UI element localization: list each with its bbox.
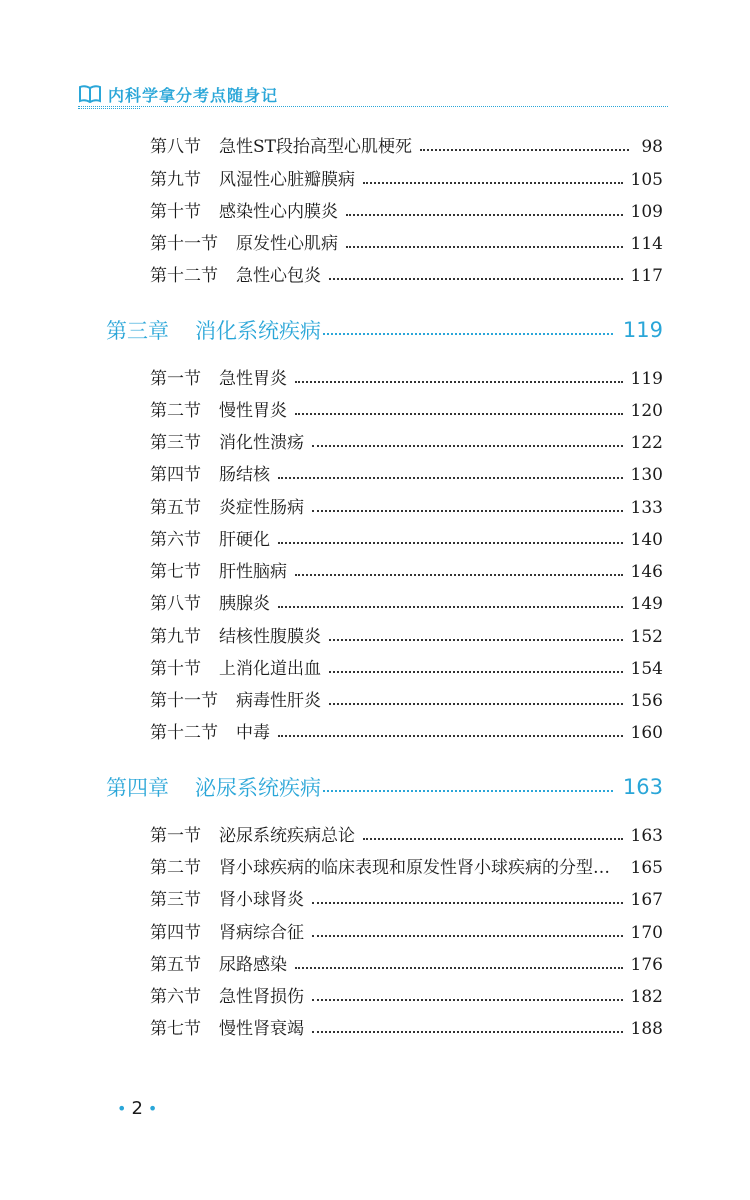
toc-entry[interactable] [150,624,663,650]
page-number: 167 [630,890,663,910]
page-number: 109 [630,202,663,222]
section-number: 第七节 [150,1019,201,1039]
toc-entry[interactable] [150,231,663,257]
bullet-dot-icon: • [117,1099,127,1118]
page-number: 154 [630,659,663,679]
section-number: 第六节 [150,987,201,1007]
dot-leader [323,333,613,335]
toc-entry[interactable] [150,855,663,881]
toc-entry[interactable] [150,1016,663,1042]
dot-leader [312,999,623,1001]
section-number: 第八节 [150,594,201,614]
section-title: 炎症性肠病 [219,498,304,518]
dot-leader [346,246,623,248]
dot-leader [278,735,623,737]
dot-leader [420,149,629,151]
toc-entry[interactable] [150,720,663,746]
header-divider-accent [78,108,140,109]
dot-leader [312,510,623,512]
section-title: 肾小球肾炎 [219,890,304,910]
page-number: 146 [630,562,663,582]
dot-leader [278,542,623,544]
toc-entry[interactable] [150,823,663,849]
toc-entry[interactable] [150,134,663,160]
dot-leader [329,671,623,673]
page-number: 140 [630,530,663,550]
section-title: 风湿性心脏瓣膜病 [219,170,355,190]
page-number: 117 [630,266,663,286]
dot-leader [312,935,623,937]
dot-leader [323,790,613,792]
dot-leader [295,574,623,576]
toc-entry[interactable] [150,430,663,456]
section-title: 慢性肾衰竭 [219,1019,304,1039]
toc-entry[interactable] [150,199,663,225]
page-number: 188 [630,1019,663,1039]
section-number: 第四节 [150,923,201,943]
section-title: 急性心包炎 [236,266,321,286]
section-title: 肾病综合征 [219,923,304,943]
section-number: 第十节 [150,202,201,222]
section-title: 肠结核 [219,465,270,485]
page-number: 176 [630,955,663,975]
dot-leader [312,445,623,447]
section-title: 肝硬化 [219,530,270,550]
section-title: 急性肾损伤 [219,987,304,1007]
toc-entry[interactable] [150,656,663,682]
section-number: 第五节 [150,955,201,975]
toc-entry[interactable] [150,398,663,424]
section-title: 肾小球疾病的临床表现和原发性肾小球疾病的分型… [219,858,610,878]
section-number: 第四节 [150,465,201,485]
section-number: 第一节 [150,369,201,389]
section-number: 第三节 [150,433,201,453]
section-number: 第十一节 [150,234,218,254]
section-title: 尿路感染 [219,955,287,975]
section-title: 原发性心肌病 [236,234,338,254]
book-title: 内科学拿分考点随身记 [108,85,279,105]
toc-entry[interactable] [150,495,663,521]
section-title: 中毒 [236,723,270,743]
page-number: 156 [630,691,663,711]
page-folio [112,1098,162,1119]
section-title: 病毒性肝炎 [236,691,321,711]
dot-leader [329,278,623,280]
section-number: 第十二节 [150,266,218,286]
page-number: 163 [630,826,663,846]
page-number: 165 [630,858,663,878]
section-number: 第七节 [150,562,201,582]
dot-leader [278,606,623,608]
section-number: 第九节 [150,170,201,190]
page-number: 152 [630,627,663,647]
page-number: 114 [630,234,663,254]
chapter-page-number: 163 [622,775,663,799]
dot-leader [278,477,623,479]
section-title: 急性胃炎 [219,369,287,389]
section-title: 感染性心内膜炎 [219,202,338,222]
open-book-icon [78,83,102,105]
toc-entry[interactable] [150,920,663,946]
chapter-heading[interactable] [106,313,663,347]
page-number: 122 [630,433,663,453]
toc-entry[interactable] [150,952,663,978]
section-number: 第八节 [150,137,201,157]
section-number: 第十节 [150,659,201,679]
section-title: 上消化道出血 [219,659,321,679]
page-number: 182 [630,987,663,1007]
chapter-number: 第三章 [106,319,169,343]
toc-entry[interactable] [150,984,663,1010]
dot-leader [329,639,623,641]
section-number: 第十二节 [150,723,218,743]
chapter-title: 消化系统疾病 [195,319,321,343]
folio-number: 2 [131,1098,143,1119]
dot-leader [295,967,623,969]
chapter-page-number: 119 [622,318,663,342]
section-number: 第五节 [150,498,201,518]
section-number: 第二节 [150,858,201,878]
toc-entry[interactable] [150,167,663,193]
dot-leader [363,838,623,840]
section-title: 泌尿系统疾病总论 [219,826,355,846]
page-number: 130 [630,465,663,485]
page-number: 98 [641,137,663,157]
page-number: 105 [630,170,663,190]
dot-leader [295,381,623,383]
page-number: 119 [630,369,663,389]
page-number: 120 [630,401,663,421]
dot-leader [312,1031,623,1033]
dot-leader [329,703,623,705]
dot-leader [312,902,623,904]
page-number: 170 [630,923,663,943]
section-number: 第九节 [150,627,201,647]
page-number: 160 [630,723,663,743]
running-header [78,80,668,108]
section-title: 肝性脑病 [219,562,287,582]
section-number: 第六节 [150,530,201,550]
chapter-number: 第四章 [106,776,169,800]
toc-entry[interactable] [150,591,663,617]
header-divider [78,106,668,107]
toc-entry[interactable] [150,527,663,553]
section-number: 第一节 [150,826,201,846]
page-number: 149 [630,594,663,614]
page-number: 133 [630,498,663,518]
section-number: 第三节 [150,890,201,910]
dot-leader [363,182,623,184]
section-number: 第二节 [150,401,201,421]
toc-entry[interactable] [150,263,663,289]
section-title: 结核性腹膜炎 [219,627,321,647]
toc-entry[interactable] [150,462,663,488]
section-title: 慢性胃炎 [219,401,287,421]
dot-leader [346,214,623,216]
bullet-dot-icon: • [147,1099,158,1118]
dot-leader [295,413,623,415]
toc-entry[interactable] [150,887,663,913]
section-number: 第十一节 [150,691,218,711]
toc-entry[interactable] [150,688,663,714]
section-title: 消化性溃疡 [219,433,304,453]
toc-entry[interactable] [150,559,663,585]
chapter-title: 泌尿系统疾病 [195,776,321,800]
toc-entry[interactable] [150,366,663,392]
chapter-heading[interactable] [106,770,663,804]
section-title: 胰腺炎 [219,594,270,614]
section-title: 急性ST段抬高型心肌梗死 [219,137,412,157]
